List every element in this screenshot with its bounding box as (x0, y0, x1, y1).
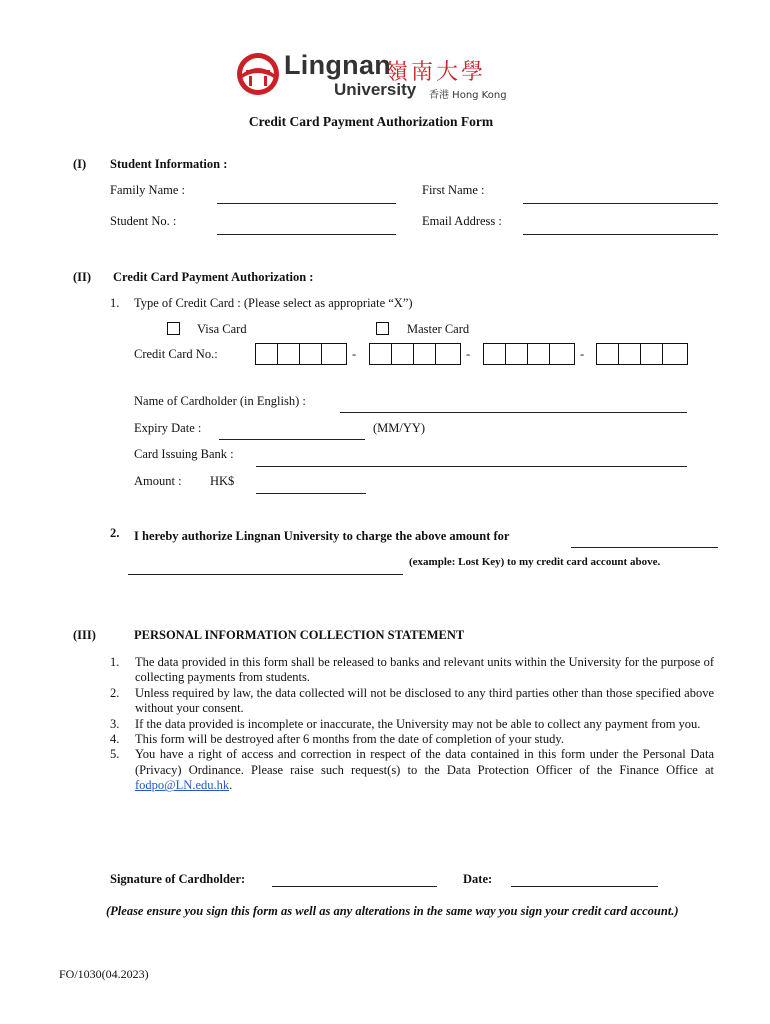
bank-label: Card Issuing Bank : (134, 447, 234, 461)
card-no-group-2[interactable] (369, 343, 461, 365)
family-name-label: Family Name : (110, 183, 185, 197)
cardholder-label: Name of Cardholder (in English) : (134, 394, 306, 408)
section3-number: (III) (73, 628, 96, 642)
purpose-field-2[interactable] (128, 574, 403, 575)
master-label: Master Card (407, 322, 470, 336)
list-item: 5. You have a right of access and correction in respect of the data contained in this form under the Personal Data (Privacy) Ordinance. Please raise such request(s) to the Data Protection Officer of the Finance Office at fodpo@LN.edu.hk. (110, 747, 714, 793)
card-no-group-3[interactable] (483, 343, 575, 365)
cardholder-field[interactable] (340, 412, 687, 413)
item2-text: I hereby authorize Lingnan University to charge the above amount for (134, 529, 510, 543)
email-link[interactable]: fodpo@LN.edu.hk (135, 778, 230, 793)
item2-number: 2. (110, 526, 120, 540)
card-no-dash: - (352, 347, 357, 361)
item1-text: Type of Credit Card : (Please select as appropriate “X”) (134, 296, 413, 310)
date-field[interactable] (511, 886, 658, 887)
family-name-field[interactable] (217, 203, 396, 204)
card-no-dash: - (466, 347, 471, 361)
signature-note: (Please ensure you sign this form as well as any alterations in the same way you sign your credit card account.) (106, 904, 679, 918)
first-name-field[interactable] (523, 203, 718, 204)
date-label: Date: (463, 872, 493, 886)
expiry-label: Expiry Date : (134, 421, 202, 435)
visa-label: Visa Card (197, 322, 247, 336)
pics-list (110, 655, 714, 794)
form-title: Credit Card Payment Authorization Form (248, 114, 494, 129)
logo-name: Lingnan (284, 50, 392, 80)
section2-title: Credit Card Payment Authorization : (113, 270, 314, 284)
signature-label: Signature of Cardholder: (110, 872, 246, 886)
card-no-group-1[interactable] (255, 343, 347, 365)
item2-example: (example: Lost Key) to my credit card account above. (409, 556, 661, 568)
form-code: FO/1030(04.2023) (59, 967, 149, 981)
signature-field[interactable] (272, 886, 437, 887)
university-logo (236, 50, 511, 100)
bank-field[interactable] (256, 466, 687, 467)
list-item: 1. The data provided in this form shall be released to banks and relevant units within the University for the purpose of collecting payments from students. (110, 655, 714, 685)
card-no-label: Credit Card No.: (134, 347, 218, 361)
visa-checkbox[interactable] (167, 322, 180, 335)
logo-sub: University (334, 80, 417, 99)
currency-label: HK$ (210, 474, 235, 488)
card-no-dash: - (580, 347, 585, 361)
section3-title: PERSONAL INFORMATION COLLECTION STATEMENT (134, 628, 465, 642)
section1-title: Student Information : (110, 157, 228, 171)
card-no-group-4[interactable] (596, 343, 688, 365)
email-label: Email Address : (422, 214, 502, 228)
amount-label: Amount : (134, 474, 182, 488)
logo-location: 香港 Hong Kong (429, 90, 507, 101)
student-no-label: Student No. : (110, 214, 177, 228)
list-item: 4. This form will be destroyed after 6 months from the date of completion of your study. (110, 732, 564, 747)
list-item: 3. If the data provided is incomplete or inaccurate, the University may not be able to collect any payment from you. (110, 716, 701, 731)
item1-number: 1. (110, 296, 120, 310)
master-checkbox[interactable] (376, 322, 389, 335)
purpose-field[interactable] (571, 547, 718, 548)
first-name-label: First Name : (422, 183, 485, 197)
section2-number: (II) (73, 270, 92, 284)
lingnan-emblem-icon (236, 52, 280, 96)
expiry-format: (MM/YY) (373, 421, 426, 435)
logo-chinese: 嶺南大學 (386, 60, 487, 85)
list-item: 2. Unless required by law, the data collected will not be disclosed to any third parties other than those specified above without your consent. (110, 685, 714, 716)
student-no-field[interactable] (217, 234, 396, 235)
amount-field[interactable] (256, 493, 366, 494)
section1-number: (I) (73, 157, 87, 171)
email-field[interactable] (523, 234, 718, 235)
expiry-field[interactable] (219, 439, 365, 440)
